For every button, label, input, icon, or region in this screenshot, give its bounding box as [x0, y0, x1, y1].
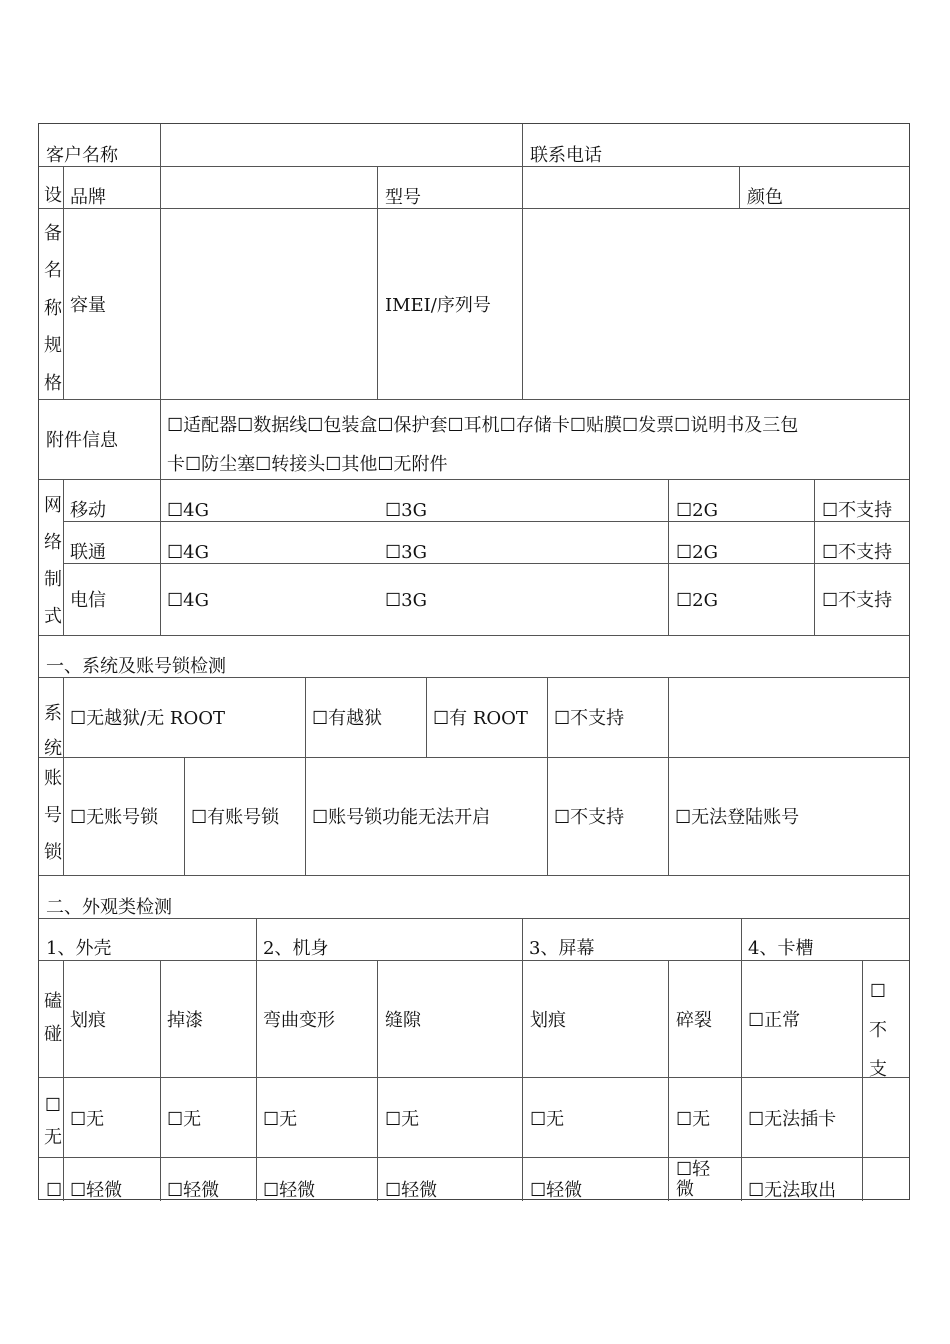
checkbox-none[interactable]: ☐无 — [385, 1109, 420, 1130]
capacity-label: 容量 — [70, 295, 106, 316]
model-label: 型号 — [385, 187, 421, 208]
checkbox-no-jailbreak[interactable]: ☐无越狱/无 ROOT — [70, 708, 225, 729]
section1-title: 一、系统及账号锁检测 — [46, 656, 226, 677]
checkbox-cannot-login[interactable]: ☐无法登陆账号 — [675, 807, 800, 828]
inspection-form — [38, 123, 910, 1200]
system-side-label: 系统 — [44, 703, 62, 759]
checkbox-has-account-lock[interactable]: ☐有账号锁 — [191, 807, 280, 828]
checkbox-rooted[interactable]: ☐有 ROOT — [433, 708, 528, 729]
col-header-scratch: 划痕 — [70, 1010, 106, 1031]
checkbox-3g[interactable]: ☐3G — [385, 542, 427, 563]
checkbox-unsupported[interactable]: ☐不支持 — [822, 590, 893, 611]
checkbox-bump-minor[interactable]: ☐ — [46, 1180, 63, 1201]
account-lock-side-label: 账号锁 — [44, 768, 62, 863]
checkbox-minor[interactable]: ☐轻微 — [530, 1180, 583, 1201]
checkbox-minor[interactable]: ☐轻微 — [263, 1180, 316, 1201]
checkbox-4g[interactable]: ☐4G — [167, 500, 209, 521]
col-header-paint-loss: 掉漆 — [167, 1010, 203, 1031]
brand-label: 品牌 — [70, 187, 106, 208]
imei-label: IMEI/序列号 — [385, 295, 491, 316]
checkbox-2g[interactable]: ☐2G — [676, 542, 718, 563]
network-carrier: 电信 — [70, 590, 106, 611]
checkbox-unsupported[interactable]: ☐不支持 — [822, 542, 893, 563]
checkbox-none[interactable]: ☐无 — [263, 1109, 298, 1130]
checkbox-minor[interactable]: ☐轻微 — [385, 1180, 438, 1201]
device-spec-side-label: 设备名称规格 — [44, 185, 62, 394]
checkbox-3g[interactable]: ☐3G — [385, 500, 427, 521]
contact-phone-label: 联系电话 — [530, 145, 602, 166]
checkbox-none[interactable]: ☐无 — [676, 1109, 711, 1130]
checkbox-4g[interactable]: ☐4G — [167, 542, 209, 563]
checkbox-2g[interactable]: ☐2G — [676, 500, 718, 521]
checkbox-4g[interactable]: ☐4G — [167, 590, 209, 611]
network-side-label: 网络制式 — [44, 495, 62, 627]
col-header-bump: 磕碰 — [44, 991, 62, 1045]
checkbox-minor[interactable]: ☐轻微 — [676, 1159, 711, 1200]
section2-title: 二、外观类检测 — [46, 897, 172, 918]
checkbox-minor[interactable]: ☐轻微 — [70, 1180, 123, 1201]
group-screen: 3、屏幕 — [529, 938, 595, 959]
accessories-label: 附件信息 — [46, 430, 118, 451]
checkbox-none[interactable]: ☐无 — [70, 1109, 105, 1130]
checkbox-jailbroken[interactable]: ☐有越狱 — [312, 708, 383, 729]
customer-name-label: 客户名称 — [46, 145, 118, 166]
accessories-options-line1[interactable]: ☐适配器☐数据线☐包装盒☐保护套☐耳机☐存储卡☐贴膜☐发票☐说明书及三包 — [167, 415, 799, 436]
checkbox-2g[interactable]: ☐2G — [676, 590, 718, 611]
network-carrier: 移动 — [70, 500, 106, 521]
accessories-options-line2[interactable]: 卡☐防尘塞☐转接头☐其他☐无附件 — [167, 454, 448, 475]
group-body: 2、机身 — [263, 938, 329, 959]
checkbox-no-account-lock[interactable]: ☐无账号锁 — [70, 807, 159, 828]
checkbox-bump-none[interactable]: ☐无 — [44, 1095, 62, 1148]
checkbox-lock-cannot-enable[interactable]: ☐账号锁功能无法开启 — [312, 807, 491, 828]
network-carrier: 联通 — [70, 542, 106, 563]
col-header-screen-scratch: 划痕 — [530, 1010, 566, 1031]
checkbox-minor[interactable]: ☐轻微 — [167, 1180, 220, 1201]
checkbox-cannot-remove-card[interactable]: ☐无法取出 — [748, 1180, 837, 1201]
checkbox-unsupported[interactable]: ☐不支持 — [822, 500, 893, 521]
checkbox-3g[interactable]: ☐3G — [385, 590, 427, 611]
col-header-crack: 碎裂 — [676, 1010, 712, 1031]
color-label: 颜色 — [747, 187, 783, 208]
checkbox-cannot-insert-card[interactable]: ☐无法插卡 — [748, 1109, 837, 1130]
col-header-gap: 缝隙 — [385, 1010, 421, 1031]
group-shell: 1、外壳 — [46, 938, 112, 959]
checkbox-slot-unsupported[interactable]: ☐不支 — [869, 981, 887, 1080]
checkbox-slot-normal[interactable]: ☐正常 — [748, 1010, 801, 1031]
checkbox-none[interactable]: ☐无 — [167, 1109, 202, 1130]
checkbox-none[interactable]: ☐无 — [530, 1109, 565, 1130]
col-header-bend: 弯曲变形 — [263, 1010, 335, 1031]
group-card-slot: 4、卡槽 — [748, 938, 814, 959]
checkbox-system-unsupported[interactable]: ☐不支持 — [554, 708, 625, 729]
checkbox-lock-unsupported[interactable]: ☐不支持 — [554, 807, 625, 828]
